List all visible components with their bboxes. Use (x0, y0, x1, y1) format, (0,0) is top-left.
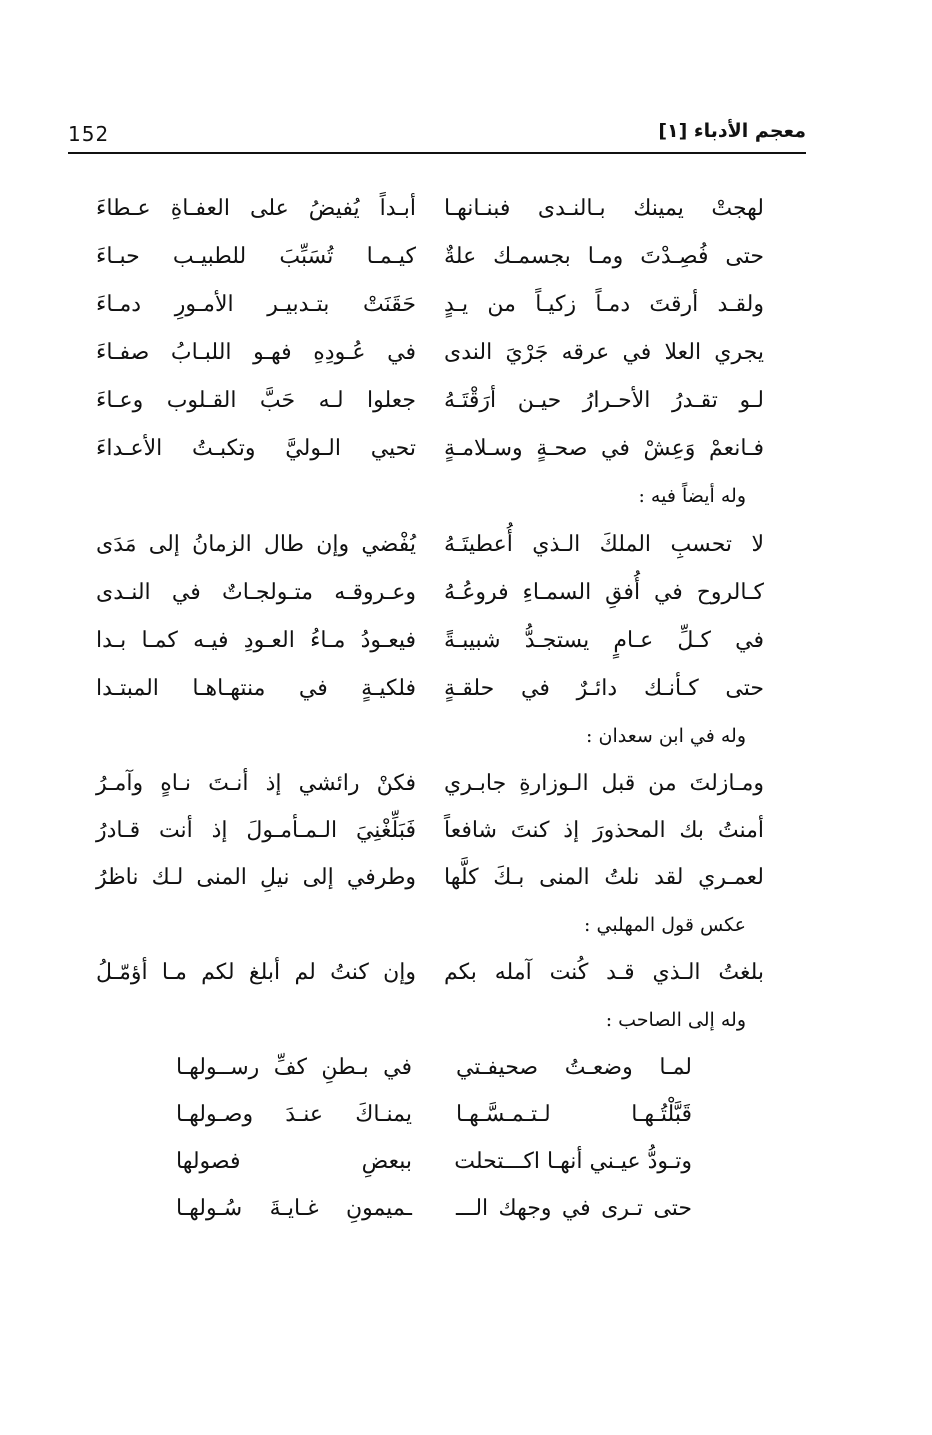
hemistich-right: وتـودُّ عيـني أنهـا اكـــتحلت (454, 1149, 692, 1174)
hemistich-left: وطرفي إلى نيلِ المنى لـك ناظرُ (96, 865, 416, 890)
verse-line (96, 664, 764, 712)
section-heading: وله في ابن سعدان : (586, 725, 746, 747)
verse-line (96, 1044, 764, 1091)
verse-line (96, 1138, 764, 1185)
section-heading: عكس قول المهلبي : (584, 914, 746, 936)
poem-section (96, 996, 764, 1232)
hemistich-left: في بـطنِ كفِّ رســولهـا (176, 1055, 412, 1080)
verse-line (96, 1185, 764, 1232)
hemistich-right: ومـازلتَ من قبل الـوزارةِ جابـري (444, 771, 764, 796)
hemistich-left: في عُـودِهِ فهـو اللبـابُ صفـاءَ (96, 339, 416, 365)
verse-line (96, 1091, 764, 1138)
hemistich-right: حتى كـأنـك دائـرٌ في حلقـةٍ (444, 675, 764, 701)
hemistich-right: قَبَّلْتُـهـا لـتـمـسَّـهـا (456, 1102, 692, 1127)
hemistich-left: يمنـاكَ عنـدَ وصـولهـا (176, 1102, 412, 1127)
poem-section (96, 901, 764, 996)
section-heading: وله أيضاً فيه : (638, 485, 746, 507)
hemistich-left: تحيي الـوليَّ وتكبـتُ الأعـداءَ (96, 435, 416, 461)
page-number: 152 (68, 122, 110, 146)
verse-line (96, 280, 764, 328)
verse-line (96, 616, 764, 664)
section-heading: وله إلى الصاحب : (605, 1009, 746, 1031)
page-body (96, 184, 764, 1232)
poem-section (96, 712, 764, 901)
hemistich-left: ببعضِ فصولها (176, 1149, 412, 1174)
hemistich-left: فَبَلِّغْنِيَ الـمـأمـولَ إذ أنت قـادرُ (96, 818, 416, 843)
hemistich-right: لمـا وضعـتُ صحيفـتي (456, 1055, 692, 1080)
hemistich-right: بلغتُ الـذي قـد كُنت آمله بكم (444, 960, 764, 985)
poem-section (96, 472, 764, 712)
hemistich-right: لهجتْ يمينك بـالنـدى فبنـانهـا (444, 195, 764, 221)
verse-line (96, 328, 764, 376)
hemistich-left: فيعـودُ مـاءُ العـودِ فيـه كمـا بـدا (96, 627, 416, 653)
verse-line (96, 949, 764, 996)
verse-line (96, 854, 764, 901)
hemistich-right: في كـلِّ عـامٍ يستجـدُّ شبيبـةً (444, 627, 764, 653)
hemistich-right: لعمـري لقد نلتُ المنى بـكَ كلَّها (444, 865, 764, 890)
hemistich-left: ـميمونِ غـايـةَ سُـولهـا (176, 1196, 412, 1221)
verse-line (96, 568, 764, 616)
hemistich-left: وإن كنتُ لم أبلغ لكم مـا أؤمّـلُ (96, 960, 416, 985)
hemistich-right: حتى تـرى في وجهك الـــ (456, 1196, 692, 1221)
hemistich-left: يُفْضي وإن طال الزمانُ إلى مَدَى (96, 531, 416, 557)
hemistich-right: لـو تقـدرُ الأحـرارُ حيـن أرَقْتَـهُ (444, 387, 764, 413)
hemistich-left: فلكيـةٍ في منتهـاهـا المبتـدا (96, 675, 416, 701)
hemistich-right: لا تحسبِ الملكَ الـذي أُعطيتَـهُ (444, 531, 764, 557)
hemistich-right: كـالروح في أُفقِ السمـاءِ فروعُـهُ (444, 579, 764, 605)
verse-line (96, 807, 764, 854)
hemistich-left: حَقَنَتْ بتـدبيـر الأمـورِ دمـاءَ (96, 291, 416, 317)
verse-line (96, 760, 764, 807)
verse-line (96, 376, 764, 424)
hemistich-right: حتى فُصِـدْتَ ومـا بجسمـك علةٌ (444, 243, 764, 269)
hemistich-left: كيـمـا تُسَبِّبَ للطبيـب حبـاءَ (96, 243, 416, 269)
hemistich-left: فكنْ رائشي إذ أنـتَ نـاهٍ وآمـرُ (96, 771, 416, 796)
header-rule (68, 152, 806, 154)
hemistich-left: وعـروقـه متـولجـاتٌ في النـدى (96, 579, 416, 605)
hemistich-right: ولقـد أرقتَ دمـاً زكيـاً من يـدٍ (444, 291, 764, 317)
running-title: معجم الأدباء [١] (658, 120, 806, 142)
hemistich-right: يجري العلا في عرقه جَرْيَ الندى (444, 339, 764, 365)
verse-line (96, 184, 764, 232)
hemistich-left: جعلوا لـه حَبَّ القـلوب وعـاءَ (96, 387, 416, 413)
hemistich-right: فـانعمْ وَعِشْ في صحـةٍ وسـلامـةٍ (444, 435, 764, 461)
verse-line (96, 424, 764, 472)
verse-line (96, 232, 764, 280)
hemistich-left: أبـداً يُفيضُ على العفـاةِ عـطاءَ (96, 195, 416, 221)
page-header (68, 118, 806, 154)
hemistich-right: أمنتُ بك المحذورَ إذ كنتَ شافعاً (444, 818, 764, 843)
poem-section (96, 184, 764, 472)
verse-line (96, 520, 764, 568)
